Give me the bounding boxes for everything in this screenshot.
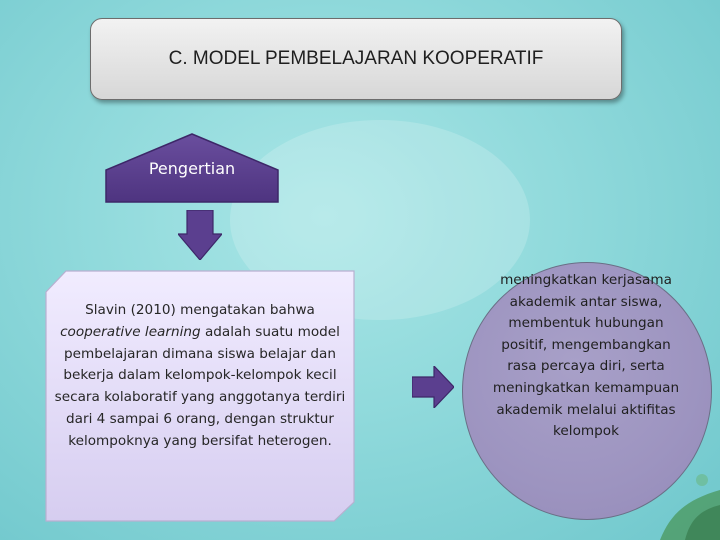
leaf-decoration-icon xyxy=(640,420,720,540)
slavin-definition-text xyxy=(52,300,348,453)
slavin-term: cooperative learning xyxy=(60,323,201,340)
right-arrow-icon xyxy=(412,366,454,408)
pengertian-label: Pengertian xyxy=(148,158,236,178)
slavin-text-after: adalah suatu model pembelajaran dimana siswa belajar dan bekerja dalam kelompok-kelompok kecil secara kolaboratif yang anggotanya terdiri dari 4 sampai 6 orang, dengan struktur kelompoknya yang bersifat heterogen. xyxy=(54,323,346,449)
slavin-definition-box xyxy=(44,270,356,522)
page-title: C. MODEL PEMBELAJARAN KOOPERATIF xyxy=(168,48,544,69)
pengertian-shape xyxy=(104,132,280,204)
benefits-text: meningkatkan kerjasama akademik antar siswa, membentuk hubungan positif, mengembangkan rasa percaya diri, serta meningkatkan kemampuan akademik melalui aktifitas kelompok xyxy=(492,272,680,440)
down-arrow-icon xyxy=(178,210,222,260)
slavin-text-before: Slavin (2010) mengatakan bahwa xyxy=(85,302,315,318)
title-box xyxy=(90,18,622,100)
